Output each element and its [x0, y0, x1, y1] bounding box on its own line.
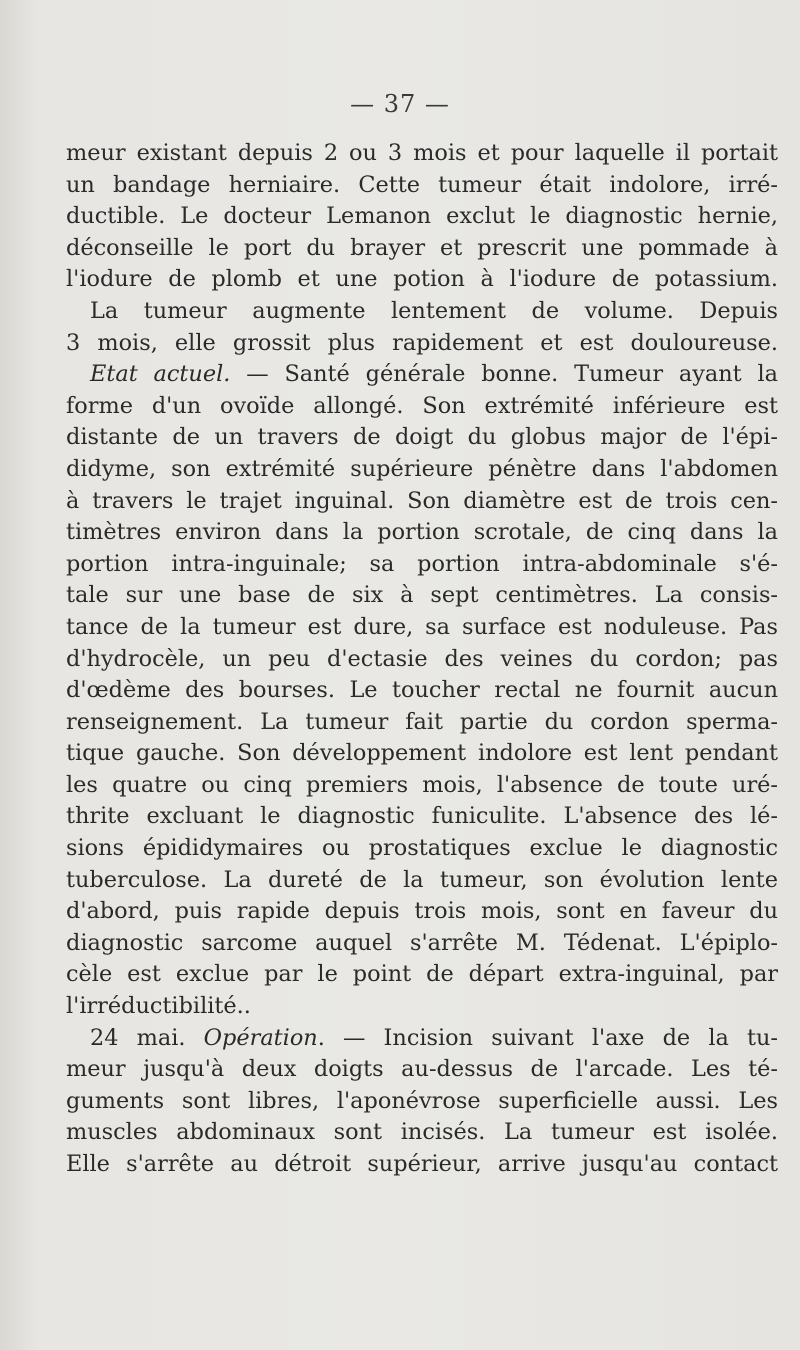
- text-line: [66, 801, 778, 833]
- text-line: [66, 486, 778, 518]
- line-text: portion intra-inguinale; sa portion intra-abdominale s'é-: [66, 550, 778, 577]
- text-line: [66, 959, 778, 991]
- text-line: [66, 865, 778, 897]
- line-text: — Santé générale bonne. Tumeur ayant la: [230, 361, 778, 388]
- line-text: tuberculose. La dureté de la tumeur, son évolution lente: [66, 866, 778, 893]
- text-line: [66, 991, 778, 1023]
- text-line: [66, 233, 778, 265]
- text-line: [66, 1054, 778, 1086]
- text-line: [66, 454, 778, 486]
- text-line: [66, 707, 778, 739]
- line-text: 3 mois, elle grossit plus rapidement et est douloureuse.: [66, 329, 778, 356]
- line-text: distante de un travers de doigt du globus major de l'épi-: [66, 424, 778, 451]
- text-line: [66, 391, 778, 423]
- line-text: muscles abdominaux sont incisés. La tumeur est isolée.: [66, 1119, 778, 1146]
- line-text: renseignement. La tumeur fait partie du cordon sperma-: [66, 708, 778, 735]
- text-line: [66, 770, 778, 802]
- date-lead: 24 mai.: [90, 1024, 204, 1051]
- line-text: tique gauche. Son développement indolore est lent pendant: [66, 740, 778, 767]
- text-line: [66, 517, 778, 549]
- text-line: [66, 928, 778, 960]
- section-heading: Opération: [203, 1024, 318, 1051]
- text-line: [66, 612, 778, 644]
- line-text: tance de la tumeur est dure, sa surface est noduleuse. Pas: [66, 613, 778, 640]
- line-text: l'irréductibilité..: [66, 993, 251, 1020]
- text-line: [66, 1086, 778, 1118]
- line-text: Elle s'arrête au détroit supérieur, arrive jusqu'au contact: [66, 1151, 778, 1177]
- text-line: [66, 644, 778, 676]
- line-text: thrite excluant le diagnostic funiculite. L'absence des lé-: [66, 803, 778, 830]
- line-text: cèle est exclue par le point de départ extra-inguinal, par: [66, 961, 778, 988]
- text-line: [66, 1117, 778, 1149]
- text-line: [66, 1149, 778, 1181]
- text-line: [66, 201, 778, 233]
- text-line: [66, 896, 778, 928]
- line-text: sions épididymaires ou prostatiques exclue le diagnostic: [66, 835, 778, 862]
- line-text: d'œdème des bourses. Le toucher rectal ne fournit aucun: [66, 677, 778, 704]
- text-line: [66, 833, 778, 865]
- line-text: d'hydrocèle, un peu d'ectasie des veines du cordon; pas: [66, 645, 778, 672]
- text-line: [66, 264, 778, 296]
- page-number: — 37 —: [350, 90, 450, 118]
- line-text: forme d'un ovoïde allongé. Son extrémité inférieure est: [66, 392, 778, 419]
- line-text: meur jusqu'à deux doigts au-dessus de l'arcade. Les té-: [66, 1056, 778, 1083]
- text-line: [66, 422, 778, 454]
- line-text: les quatre ou cinq premiers mois, l'absence de toute uré-: [66, 771, 778, 798]
- text-line: [66, 1023, 778, 1055]
- line-text: à travers le trajet inguinal. Son diamètre est de trois cen-: [66, 487, 778, 514]
- line-text: ductible. Le docteur Lemanon exclut le diagnostic hernie,: [66, 203, 778, 230]
- text-line: [66, 675, 778, 707]
- line-text: tale sur une base de six à sept centimètres. La consis-: [66, 582, 778, 609]
- line-text: un bandage herniaire. Cette tumeur était indolore, irré-: [66, 171, 778, 198]
- text-line: [66, 170, 778, 202]
- line-text: déconseille le port du brayer et prescrit une pommade à: [66, 234, 778, 261]
- text-line: [66, 549, 778, 581]
- line-text: timètres environ dans la portion scrotale, de cinq dans la: [66, 519, 778, 546]
- section-heading: Etat actuel.: [90, 361, 231, 388]
- text-line: [66, 328, 778, 360]
- line-text: l'iodure de plomb et une potion à l'iodure de potassium.: [66, 266, 778, 293]
- line-text: guments sont libres, l'aponévrose superficielle aussi. Les: [66, 1087, 778, 1114]
- text-line: [66, 359, 778, 391]
- line-text: didyme, son extrémité supérieure pénètre dans l'abdomen: [66, 455, 778, 482]
- line-text: d'abord, puis rapide depuis trois mois, sont en faveur du: [66, 898, 778, 925]
- text-line: [66, 296, 778, 328]
- text-line: [66, 738, 778, 770]
- body-text: [66, 138, 778, 1181]
- text-line: [66, 138, 778, 170]
- line-text: meur existant depuis 2 ou 3 mois et pour laquelle il portait: [66, 140, 778, 166]
- text-line: [66, 580, 778, 612]
- line-text: diagnostic sarcome auquel s'arrête M. Tédenat. L'épiplo-: [66, 929, 778, 956]
- line-text: La tumeur augmente lentement de volume. Depuis: [90, 297, 778, 324]
- line-text: . — Incision suivant l'axe de la tu-: [317, 1024, 778, 1051]
